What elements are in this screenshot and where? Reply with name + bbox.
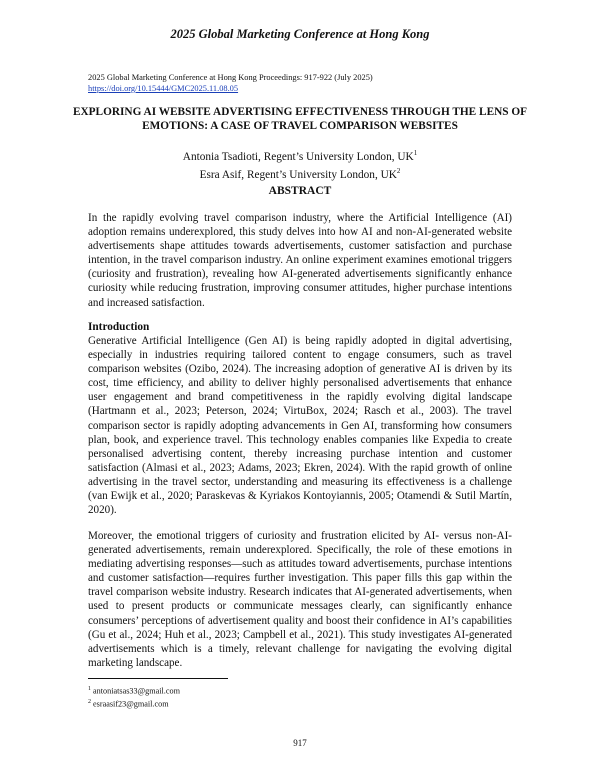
footnote-2-mark: 2 bbox=[88, 698, 91, 705]
footnote-divider bbox=[88, 678, 228, 679]
author-2 bbox=[0, 164, 600, 182]
running-head: 2025 Global Marketing Conference at Hong Kong bbox=[170, 27, 430, 41]
introduction-paragraph-1: Generative Artificial Intelligence (Gen AI) is being rapidly adopted in digital advertising, especially in industries requiring tailored content to engage consumers, such as travel comparison websites (Ozibo, 2024). The increasing adoption of generative AI is driven by its cost, time efficiency, and ability to deliver highly personalised advertisements that enhance user engagement and brand competitiveness in the rapidly evolving digital landscape (Hartmann et al., 2023; Peterson, 2024; VirtuBox, 2024; Rasch et al., 2003). The travel comparison sector is rapidly adopting advancements in Gen AI, transforming how consumers plan, book, and experience travel. This technology enables companies like Expedia to create personalised advertising content, thereby increasing purchase intention and customer satisfaction (Almasi et al., 2023; Adams, 2023; Ekren, 2024). With the rapid growth of online advertising in the travel sector, understanding and measuring its effectiveness is a challenge (van Ewijk et al., 2020; Paraskevas & Kyriakos Kontoyiannis, 2005; Otamendi & Sutil Martín, 2020). bbox=[88, 335, 512, 517]
author-1 bbox=[0, 146, 600, 164]
footnote-1 bbox=[88, 684, 180, 697]
introduction-paragraph-2: Moreover, the emotional triggers of curiosity and frustration elicited by AI- versus non-AI-generated advertisements, remain underexplored. Specifically, the role of these emotions in mediating advertising responses—such as attitudes toward advertisements, purchase intentions and customer satisfaction—requires further investigation. This paper fills this gap within the travel comparison website industry. Research indicates that AI-generated advertisements, when used to present products or communicate messages clearly, can significantly enhance consumers’ perceptions of advertisement quality and boost their confidence in AI’s capabilities (Gu et al., 2024; Huh et al., 2023; Campbell et al., 2021). This study investigates AI-generated advertisements which is a timely, relevant challenge for navigating the evolving digital marketing landscape. bbox=[88, 530, 512, 669]
footnotes bbox=[88, 684, 180, 709]
proceedings-info bbox=[88, 72, 373, 94]
doi-link[interactable]: https://doi.org/10.15444/GMC2025.11.08.05 bbox=[88, 84, 239, 93]
proceedings-citation: 2025 Global Marketing Conference at Hong Kong Proceedings: 917-922 (July 2025) bbox=[88, 73, 373, 82]
author-list bbox=[0, 146, 600, 182]
author-2-name: Esra Asif, Regent’s University London, UK bbox=[199, 168, 397, 181]
footnote-2-email: esraasif23@gmail.com bbox=[93, 699, 169, 709]
footnote-2 bbox=[88, 697, 180, 710]
author-1-footnote-mark: 1 bbox=[413, 149, 418, 157]
abstract-heading: ABSTRACT bbox=[268, 185, 332, 197]
abstract-text: In the rapidly evolving travel comparison industry, where the Artificial Intelligence (AI) adoption remains underexplored, this study delves into how AI and non-AI-generated website advertisements shape attitudes towards advertisements, customer satisfaction and purchase intention, in the travel comparison industry. An online experiment examines emotional triggers (curiosity and frustration), revealing how AI-generated advertisements significantly enhance curiosity while reducing frustration, improving consumer attitudes, higher purchase intentions and increased satisfaction. bbox=[88, 212, 512, 309]
author-2-footnote-mark: 2 bbox=[396, 166, 401, 175]
paper-title: EXPLORING AI WEBSITE ADVERTISING EFFECTIVENESS THROUGH THE LENS OF EMOTIONS: A CASE OF TRAVEL COMPARISON WEBSITES bbox=[72, 106, 528, 132]
page-number: 917 bbox=[293, 738, 307, 748]
author-1-name: Antonia Tsadioti, Regent’s University London, UK bbox=[182, 150, 414, 163]
footnote-1-email: antoniatsas33@gmail.com bbox=[93, 686, 180, 696]
introduction-heading: Introduction bbox=[88, 321, 150, 333]
footnote-1-mark: 1 bbox=[88, 686, 91, 692]
